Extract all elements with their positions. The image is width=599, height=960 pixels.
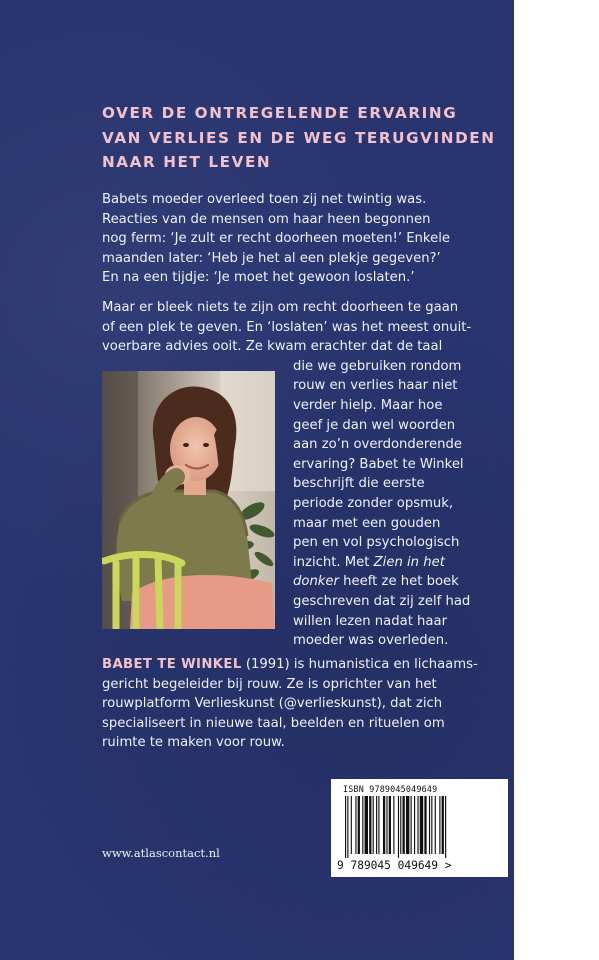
barcode-bar [431, 796, 432, 854]
barcode-bar [355, 796, 356, 854]
text-line: die we gebruiken rondom [293, 358, 462, 374]
text-line: rouw en verlies haar niet [293, 378, 458, 394]
barcode-bar [378, 796, 379, 854]
barcode-bar [400, 796, 401, 854]
text-line: geschreven dat zij zelf had [293, 593, 471, 609]
barcode-bar [347, 796, 348, 858]
author-bio [102, 655, 502, 753]
text-line: rouwplatform Verlieskunst (@verlieskunst), dat zich [102, 696, 443, 712]
text-line: ervaring? Babet te Winkel [293, 456, 464, 472]
headline-line: OVER DE ONTREGELENDE ERVARING [102, 104, 458, 122]
page-margin [514, 0, 599, 960]
text-line: ruimte te maken voor rouw. [102, 735, 285, 751]
text-line: pen en vol psychologisch [293, 535, 460, 551]
text-fragment: heeft ze het boek [338, 574, 459, 590]
text-line: verder hielp. Maar hoe [293, 397, 443, 413]
text-line: periode zonder opsmuk, [293, 495, 454, 511]
author-photo-illustration [102, 371, 275, 629]
text-line: gericht begeleider bij rouw. Ze is oprichter van het [102, 676, 437, 692]
book-title: Zien in het [373, 554, 445, 570]
text-line: maanden later: ‘Heb je het al een plekje gegeven?’ [102, 250, 441, 266]
barcode-bar [414, 796, 415, 854]
barcode-bar [445, 796, 446, 858]
barcode-bar [376, 796, 377, 854]
barcode-bar [345, 796, 346, 858]
text-line: nog ferm: ‘Je zult er recht doorheen moeten!’ Enkele [102, 231, 450, 247]
barcode-bar [435, 796, 436, 854]
barcode-bar [389, 796, 391, 854]
barcode-bar [417, 796, 418, 854]
text-line: of een plek te geven. En ‘loslaten’ was het meest onuit- [102, 319, 472, 335]
book-title: donker [293, 574, 339, 590]
barcode-bar [362, 796, 363, 854]
text-line: Maar er bleek niets te zijn om recht doorheen te gaan [102, 300, 459, 315]
barcode-bar [365, 796, 368, 854]
text-line: maar met een gouden [293, 515, 441, 531]
isbn-digits: 9 789045 049649 > [337, 859, 452, 872]
text-fragment: inzicht. Met [293, 554, 370, 570]
isbn-barcode [331, 779, 508, 877]
headline-line: NAAR HET LEVEN [102, 153, 272, 171]
barcode-bar [403, 796, 405, 854]
barcode-bar [393, 796, 394, 854]
barcode-bar [424, 796, 426, 854]
text-fragment: (1991) is humanistica en lichaams- [241, 657, 478, 672]
text-line: specialiseert in nieuwe taal, beelden en rituelen om [102, 715, 445, 731]
text-line: En na een tijdje: ‘Je moet het gewoon loslaten.’ [102, 270, 415, 286]
barcode-bar [386, 796, 387, 854]
barcode-bar [369, 796, 371, 854]
barcode-bar [442, 796, 444, 854]
barcode-bar [411, 796, 412, 854]
barcode-bar [383, 796, 385, 854]
intro-paragraph [102, 190, 502, 288]
text-line: Babets moeder overleed toen zij net twintig was. [102, 192, 427, 207]
barcode-bar [358, 796, 360, 854]
text-line: voerbare advies ooit. Ze kwam erachter dat de taal [102, 339, 443, 355]
headline [102, 101, 502, 175]
barcode-bar [420, 796, 423, 854]
barcode-bar [439, 796, 440, 854]
author-photo [102, 371, 275, 629]
publisher-website[interactable]: www.atlascontact.nl [102, 846, 220, 860]
barcode-bar [429, 796, 430, 854]
text-line: Reacties van de mensen om haar heen begonnen [102, 211, 431, 227]
barcode-bar [406, 796, 409, 854]
barcode-bar [351, 796, 352, 854]
barcode-bar [373, 796, 374, 854]
text-line [102, 655, 502, 675]
text-line: aan zo’n overdonderende [293, 437, 462, 453]
barcode-bars [345, 796, 495, 858]
isbn-label: ISBN 9789045049649 [343, 784, 438, 794]
author-name: BABET TE WINKEL [102, 657, 242, 672]
headline-line: VAN VERLIES EN DE WEG TERUGVINDEN [102, 128, 496, 147]
text-line: willen lezen nadat haar [293, 613, 448, 629]
barcode-bar [398, 796, 399, 858]
text-line: geef je dan wel woorden [293, 417, 456, 433]
text-line: moeder was overleden. [293, 633, 449, 649]
text-line: beschrijft die eerste [293, 476, 425, 492]
